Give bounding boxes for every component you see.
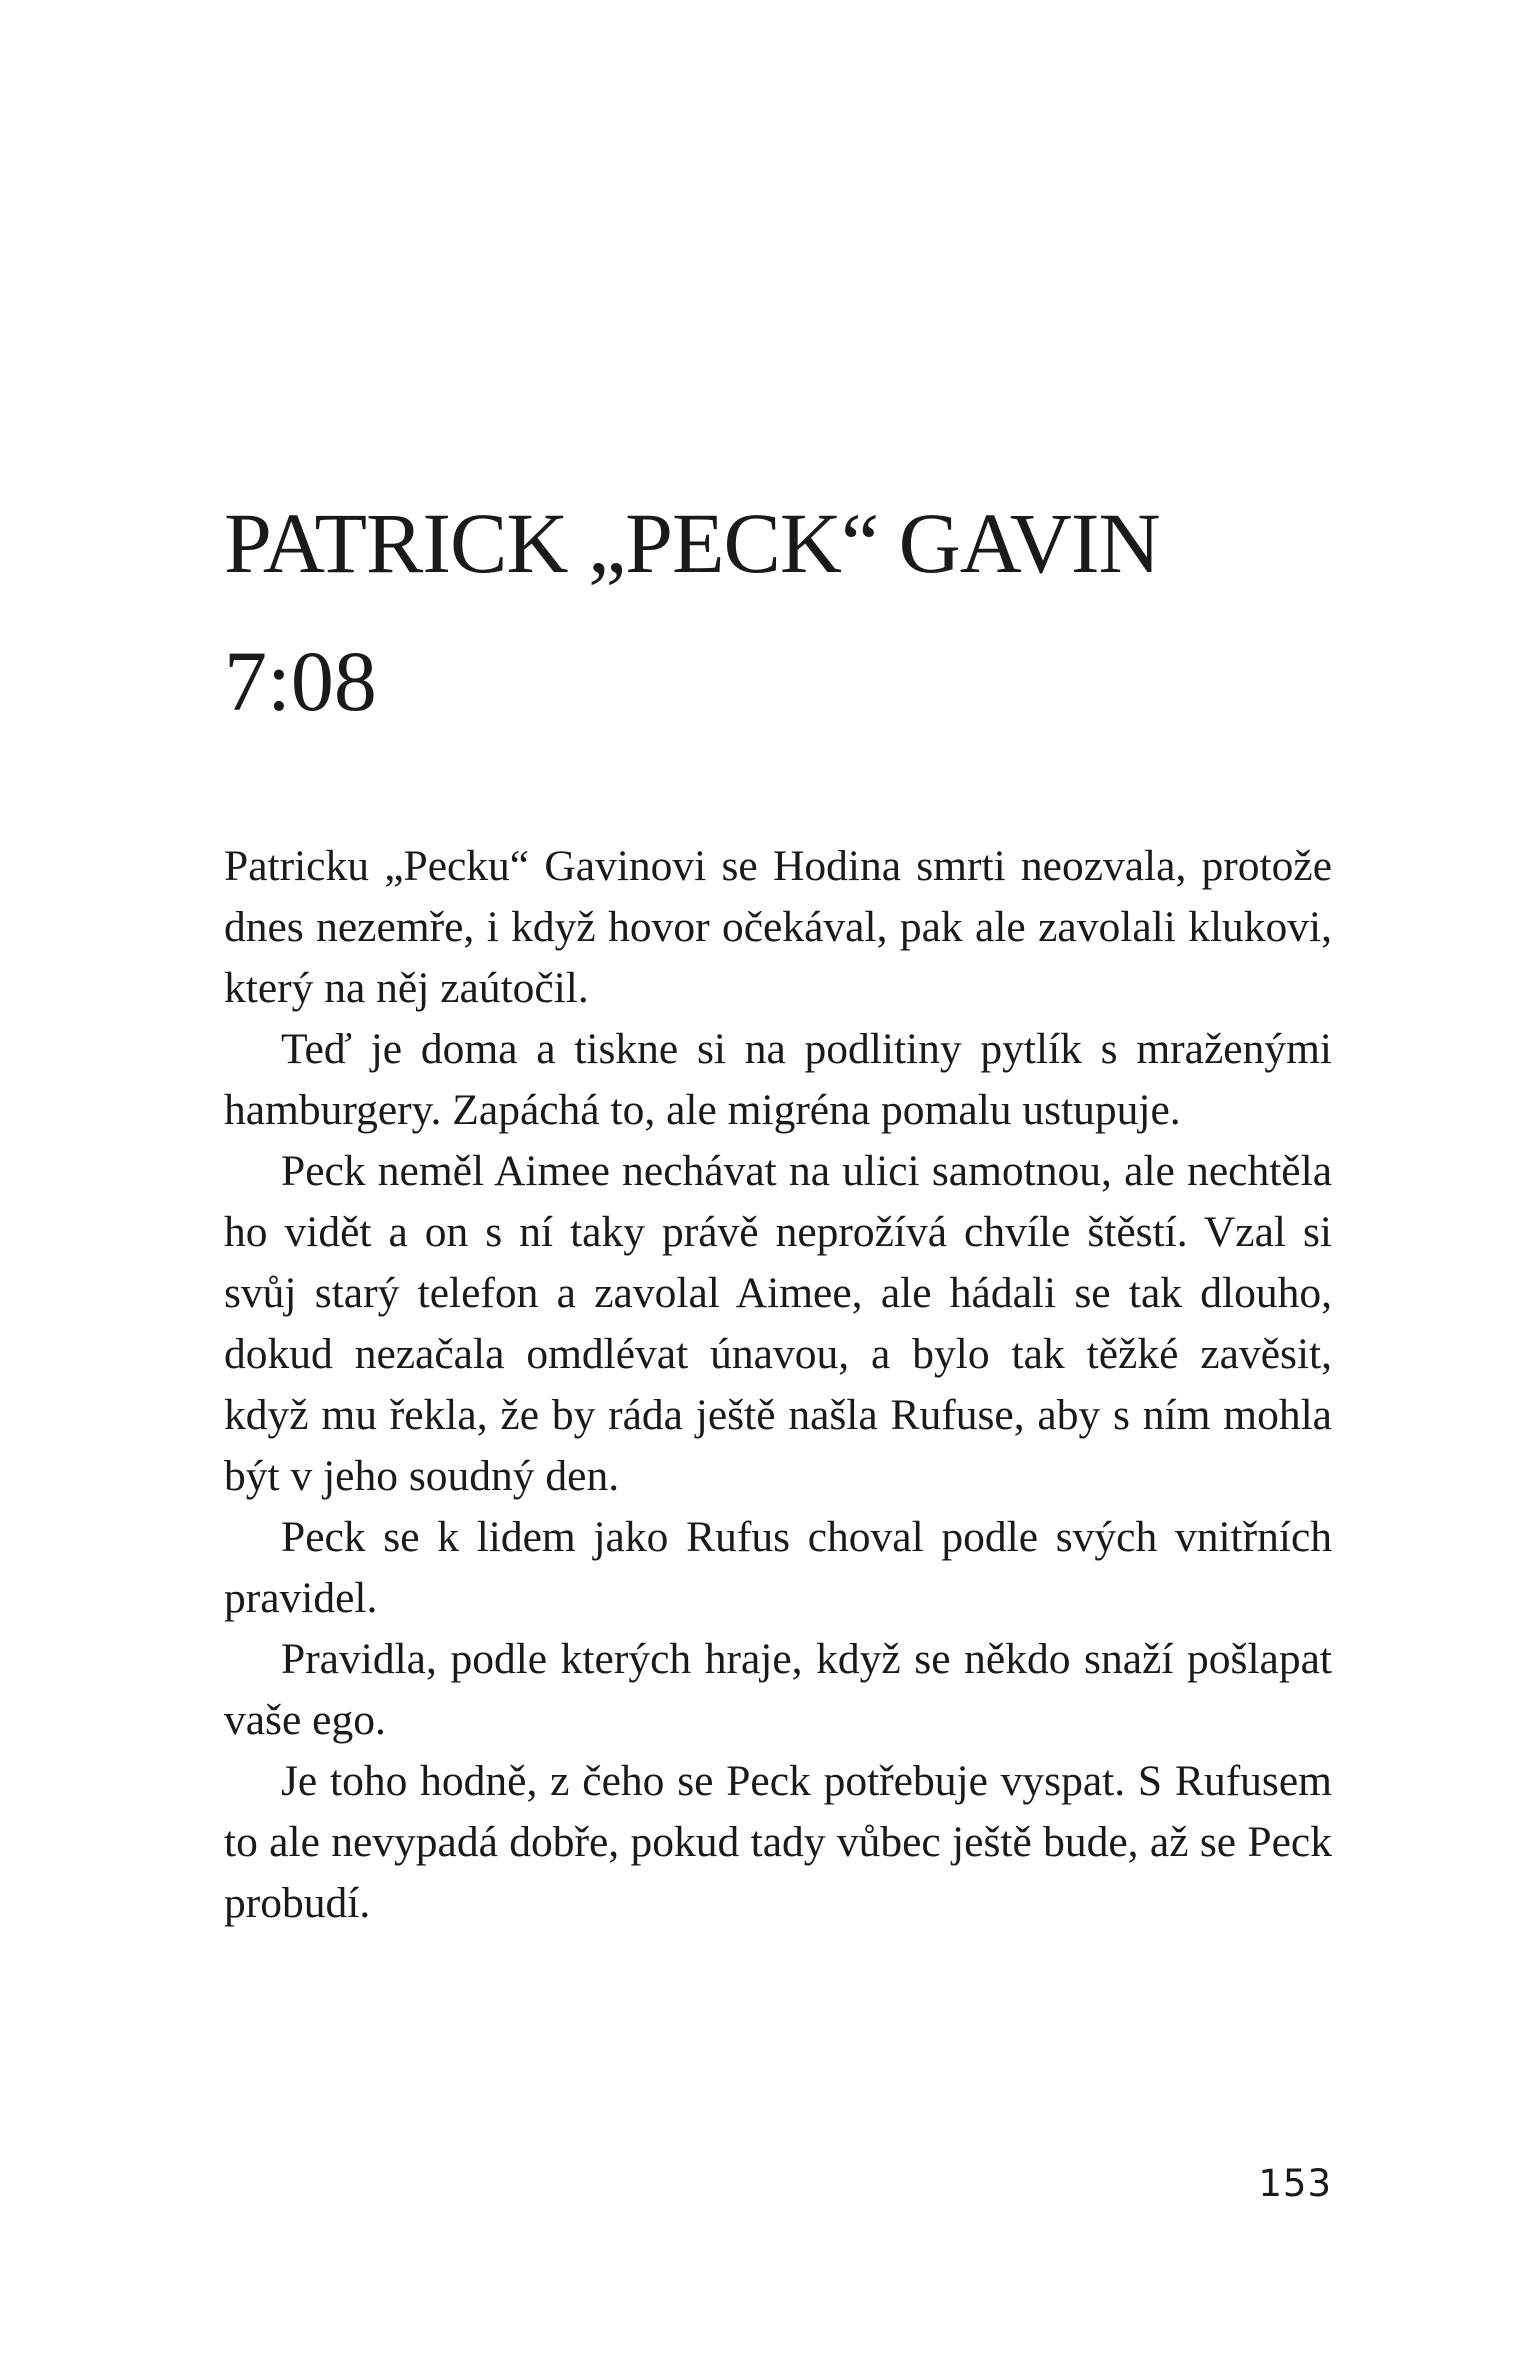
chapter-time: 7:08 — [224, 633, 377, 729]
paragraph: Pravidla, podle kterých hraje, když se někdo snaží pošlapat vaše ego. — [224, 1635, 1332, 1744]
page-number: 153 — [1258, 2162, 1332, 2205]
paragraph: Peck se k lidem jako Rufus choval podle svých vnitřních pravidel. — [224, 1513, 1332, 1622]
paragraph: Je toho hodně, z čeho se Peck potřebuje vyspat. S Rufusem to ale nevypadá dobře, pokud tady vůbec ještě bude, až se Peck probudí. — [224, 1757, 1332, 1927]
chapter-title: PATRICK „PECK“ GAVIN — [224, 495, 1160, 591]
paragraph: Teď je doma a tiskne si na podlitiny pytlík s mraženými hamburgery. Zapáchá to, ale migréna pomalu ustupuje. — [224, 1025, 1332, 1134]
paragraph: Patricku „Pecku“ Gavinovi se Hodina smrti neozvala, protože dnes nezemře, i když hovor očekával, pak ale zavolali klukovi, který na něj zaútočil. — [224, 842, 1332, 1012]
paragraph: Peck neměl Aimee nechávat na ulici samotnou, ale nechtěla ho vidět a on s ní taky právě neprožívá chvíle štěstí. Vzal si svůj starý telefon a zavolal Aimee, ale hádali se tak dlouho, dokud nezačala omdlévat únavou, a bylo tak těžké zavěsit, když mu řekla, že by ráda ještě našla Rufuse, aby s ním mohla být v jeho soudný den. — [224, 1147, 1332, 1500]
body-text — [224, 836, 1332, 1934]
